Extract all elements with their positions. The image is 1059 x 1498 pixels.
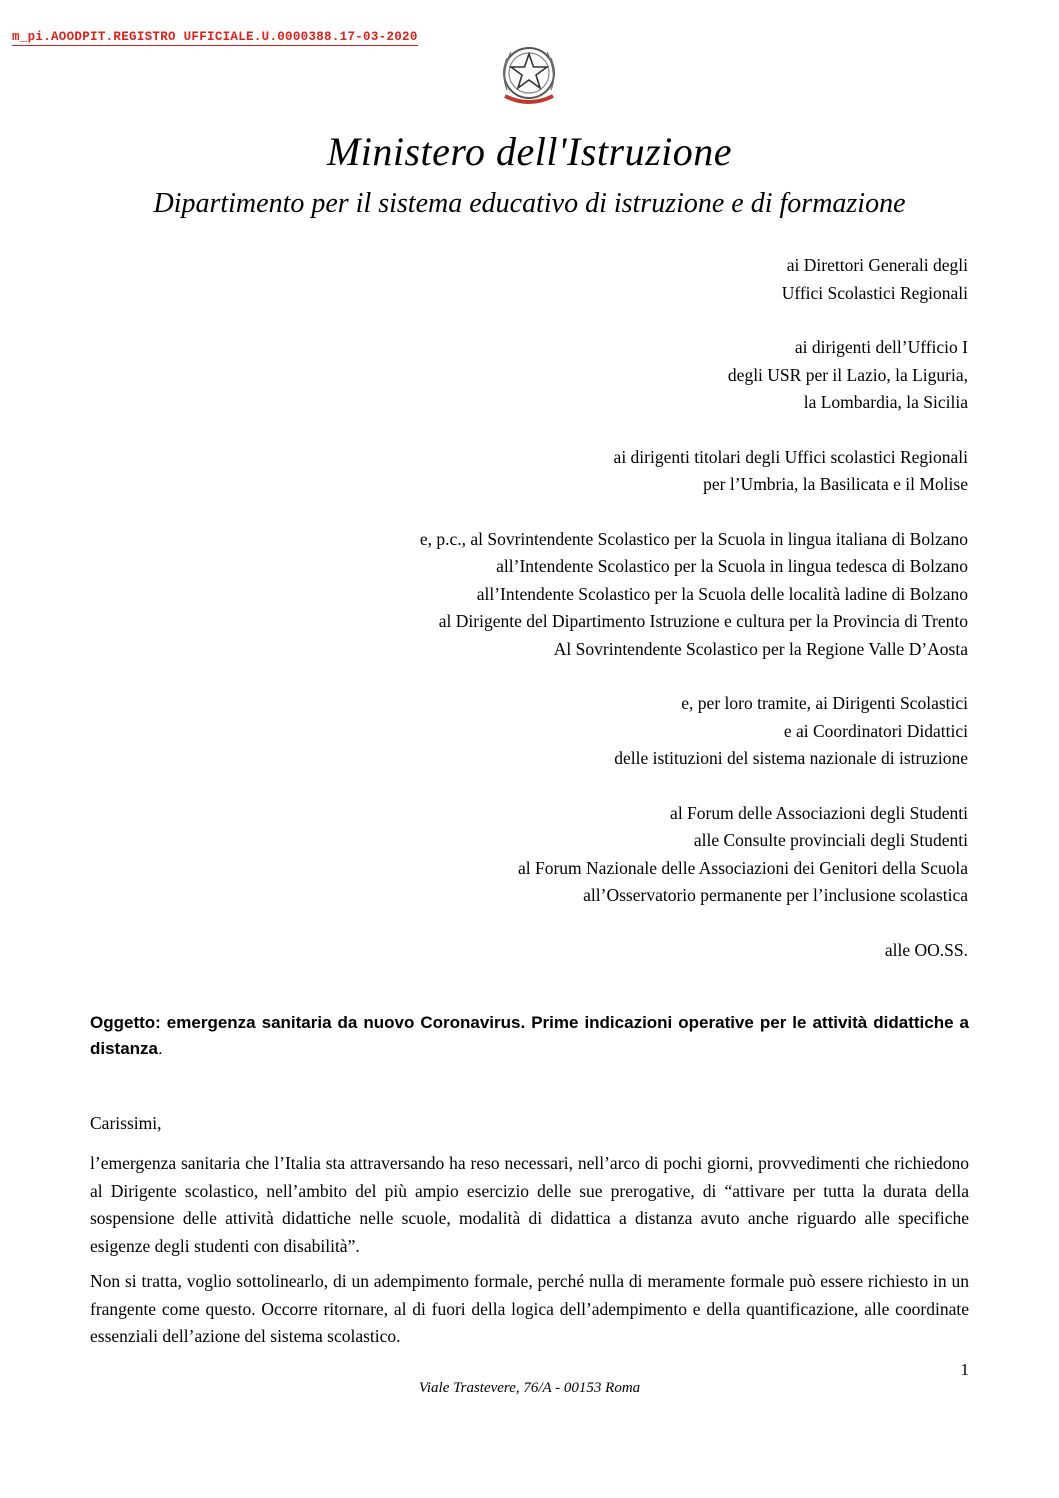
salutation: Carissimi, <box>90 1113 162 1133</box>
recipient-group <box>420 690 968 773</box>
recipient-line: Uffici Scolastici Regionali <box>781 282 968 303</box>
subject-text: : emergenza sanitaria da nuovo Coronavirus. Prime indicazioni operative per le attività didattiche a distanza <box>90 1013 969 1058</box>
page-number: 1 <box>960 1360 969 1379</box>
recipient-line: al Forum delle Associazioni degli Studenti <box>670 802 968 823</box>
body-paragraph: Non si tratta, voglio sottolinearlo, di un adempimento formale, perché nulla di meramente formale può essere richiesto in un frangente come questo. Occorre ritornare, al di fuori della logica dell’adempimento e della quantificazione, alle coordinate essenziali dell’azione del sistema scolastico. <box>90 1271 969 1346</box>
recipient-line: al Dirigente del Dipartimento Istruzione e cultura per la Provincia di Trento <box>438 611 968 631</box>
italian-republic-emblem-icon <box>493 38 565 110</box>
recipient-line: alle Consulte provinciali degli Studenti <box>693 830 968 850</box>
recipient-line: ai dirigenti titolari degli Uffici scolastici Regionali <box>613 446 968 467</box>
body-paragraph: l’emergenza sanitaria che l’Italia sta attraversando ha reso necessari, nell’arco di pochi giorni, provvedimenti che richiedono al Dirigente scolastico, nell’ambito del più ampio esercizio delle sue prerogative, di “attivare per tutta la durata della sospensione delle attività didattiche nelle scuole, modalità di didattica a distanza avuto anche riguardo alle specifiche esigenze degli studenti con disabilità”. <box>90 1153 969 1256</box>
subject-label: Oggetto <box>90 1013 156 1032</box>
subject-line <box>90 1010 969 1062</box>
recipient-line: Al Sovrintendente Scolastico per la Regione Valle D’Aosta <box>553 638 968 659</box>
department-title: Dipartimento per il sistema educativo di istruzione e di formazione <box>153 188 906 219</box>
recipient-line: delle istituzioni del sistema nazionale di istruzione <box>614 748 968 768</box>
ministry-title: Ministero dell'Istruzione <box>326 129 733 174</box>
recipient-line: per l’Umbria, la Basilicata e il Molise <box>703 474 968 494</box>
recipient-line: all’Intendente Scolastico per la Scuola in lingua tedesca di Bolzano <box>496 556 968 576</box>
recipient-group <box>420 334 968 417</box>
recipients-list <box>420 252 968 991</box>
recipient-group <box>420 252 968 307</box>
recipient-line: alle OO.SS. <box>884 939 968 960</box>
footer-address: Viale Trastevere, 76/A - 00153 Roma <box>418 1380 641 1396</box>
recipient-line: e ai Coordinatori Didattici <box>783 720 968 741</box>
recipient-line: e, per loro tramite, ai Dirigenti Scolastici <box>681 693 968 713</box>
recipient-line: e, p.c., al Sovrintendente Scolastico per la Scuola in lingua italiana di Bolzano <box>419 528 968 549</box>
recipient-group <box>420 800 968 910</box>
subject-end: . <box>158 1039 163 1058</box>
recipient-group <box>420 444 968 499</box>
recipient-line: all’Intendente Scolastico per la Scuola delle località ladine di Bolzano <box>476 583 968 604</box>
recipient-line: ai dirigenti dell’Ufficio I <box>794 337 968 357</box>
recipient-group <box>420 937 968 965</box>
recipient-line: al Forum Nazionale delle Associazioni dei Genitori della Scuola <box>517 857 968 878</box>
recipient-group <box>420 526 968 664</box>
recipient-line: all’Osservatorio permanente per l’inclusione scolastica <box>583 885 968 905</box>
recipient-line: ai Direttori Generali degli <box>786 255 968 275</box>
recipient-line: la Lombardia, la Sicilia <box>803 392 968 412</box>
recipient-line: degli USR per il Lazio, la Liguria, <box>727 364 968 385</box>
protocol-stamp: m_pi.AOODPIT.REGISTRO UFFICIALE.U.0000388.17-03-2020 <box>12 30 418 44</box>
